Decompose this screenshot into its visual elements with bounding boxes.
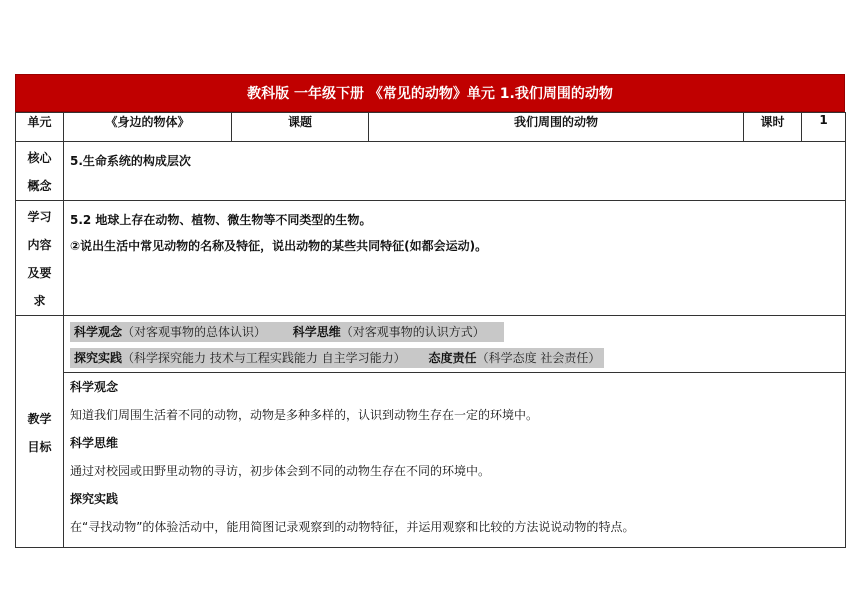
period-label: 课时 xyxy=(744,113,802,142)
unit-value: 《身边的物体》 xyxy=(64,113,232,142)
band-title-science-thinking: 科学思维 xyxy=(292,325,341,339)
core-concept-content xyxy=(64,142,846,201)
band-title-attitude-responsibility: 态度责任 xyxy=(428,351,477,365)
learning-line-2: ②说出生活中常见动物的名称及特征，说出动物的某些共同特征(如都会运动)。 xyxy=(70,239,488,253)
goals-label: 教学 目标 xyxy=(16,316,64,548)
band-desc-science-concept: （对客观事物的总体认识） xyxy=(122,325,267,339)
topic-value: 我们周围的动物 xyxy=(369,113,744,142)
unit-label: 单元 xyxy=(16,113,64,142)
goal-text-1: 知道我们周围生活着不同的动物，动物是多种多样的，认识到动物生存在一定的环境中。 xyxy=(70,408,539,422)
topic-label: 课题 xyxy=(232,113,369,142)
goals-row xyxy=(16,316,846,548)
info-row xyxy=(16,113,846,142)
goal-text-3: 在“寻找动物”的体验活动中，能用简图记录观察到的动物特征，并运用观察和比较的方法说说动物的特点。 xyxy=(70,520,635,534)
goal-heading-1: 科学观念 xyxy=(70,380,119,394)
learning-label: 学习 内容 及要 求 xyxy=(16,201,64,316)
core-concept-row xyxy=(16,142,846,201)
category-band-1 xyxy=(70,322,839,342)
document-title: 教科版 一年级下册 《常见的动物》单元 1.我们周围的动物 xyxy=(15,74,845,112)
band-desc-inquiry-practice: （科学探究能力 技术与工程实践能力 自主学习能力） xyxy=(122,351,406,365)
goal-heading-2: 科学思维 xyxy=(70,436,119,450)
period-value: 1 xyxy=(802,113,846,142)
goal-text-2: 通过对校园或田野里动物的寻访，初步体会到不同的动物生存在不同的环境中。 xyxy=(70,464,491,478)
band-title-science-concept: 科学观念 xyxy=(74,325,123,339)
lesson-plan-table xyxy=(15,112,846,548)
learning-row xyxy=(16,201,846,316)
learning-content xyxy=(64,201,846,316)
band-desc-attitude-responsibility: （科学态度 社会责任） xyxy=(476,351,601,365)
band-title-inquiry-practice: 探究实践 xyxy=(74,351,123,365)
goals-content xyxy=(64,316,846,548)
lesson-plan-sheet xyxy=(15,74,845,548)
goals-details xyxy=(64,372,845,541)
goal-heading-3: 探究实践 xyxy=(70,492,119,506)
learning-line-1: 5.2 地球上存在动物、植物、微生物等不同类型的生物。 xyxy=(70,213,372,227)
core-concept-text: 5.生命系统的构成层次 xyxy=(70,154,191,168)
band-desc-science-thinking: （对客观事物的认识方式） xyxy=(340,325,485,339)
category-band-2 xyxy=(70,348,839,368)
core-concept-label: 核心 概念 xyxy=(16,142,64,201)
